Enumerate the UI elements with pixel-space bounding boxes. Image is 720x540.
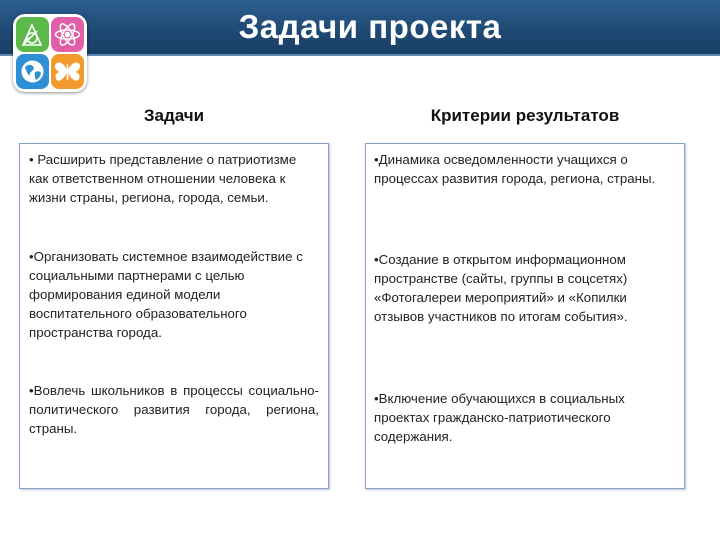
tasks-box xyxy=(19,143,329,489)
task-item-2: •Организовать системное взаимодействие с социальными партнерами с целью формирования единой модели воспитательного образовательного пространства города. xyxy=(29,249,303,340)
criteria-box xyxy=(365,143,685,489)
task-item-3: •Вовлечь школьников в процессы социально-политического развития города, региона, страны. xyxy=(29,383,319,436)
task-item-1: • Расширить представление о патриотизме как ответственном отношении человека к жизни страны, региона, города, семьи. xyxy=(29,152,297,205)
tasks-heading: Задачи xyxy=(143,106,205,125)
criteria-item-2: •Создание в открытом информационном пространстве (сайты, группы в соцсетях) «Фотогалереи мероприятий» и «Копилки отзывов участников по итогам события». xyxy=(374,252,628,324)
school-logo xyxy=(13,14,87,92)
criteria-item-3: •Включение обучающихся в социальных проектах гражданско-патриотического содержания. xyxy=(374,391,625,444)
title-banner xyxy=(0,0,720,56)
criteria-heading: Критерии результатов xyxy=(430,106,620,125)
butterfly-icon xyxy=(55,63,80,81)
globe-icon xyxy=(22,61,44,83)
slide-title: Задачи проекта xyxy=(238,8,502,45)
criteria-item-1: •Динамика осведомленности учащихся о процессах развития города, региона, страны. xyxy=(374,152,656,186)
